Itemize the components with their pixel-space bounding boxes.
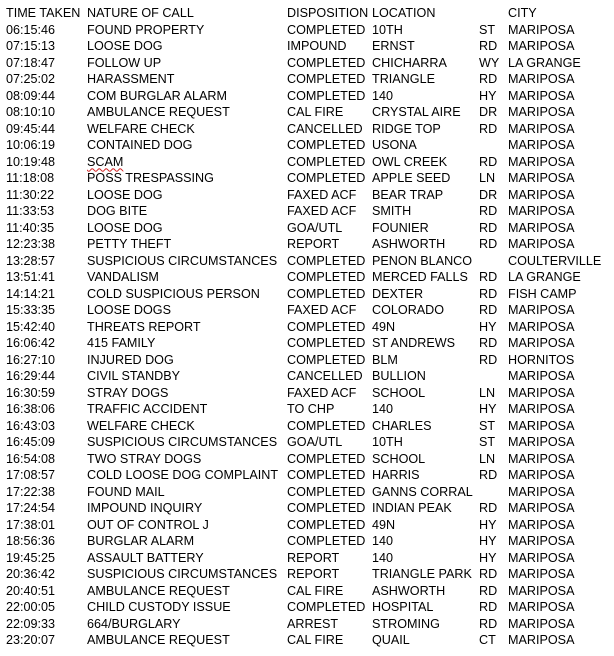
location-cell: SCHOOL bbox=[372, 385, 426, 400]
table-row bbox=[0, 286, 614, 303]
location-cell: FOUNIER bbox=[372, 220, 429, 235]
street-suffix-cell: RD bbox=[479, 220, 498, 235]
location-cell: 140 bbox=[372, 402, 394, 416]
time-cell: 08:10:10 bbox=[6, 105, 56, 119]
nature-cell: ASSAULT BATTERY bbox=[87, 550, 204, 565]
disposition-cell: COMPLETED bbox=[287, 72, 366, 86]
city-cell: MARIPOSA bbox=[508, 303, 575, 317]
table-row bbox=[0, 401, 614, 418]
nature-cell: 664/BURGLARY bbox=[87, 616, 181, 631]
nature-cell: SCAM bbox=[87, 154, 124, 169]
street-suffix-cell: HY bbox=[479, 319, 497, 334]
time-cell: 16:06:42 bbox=[6, 336, 56, 350]
street-suffix-cell: HY bbox=[479, 517, 497, 532]
nature-cell: CONTAINED DOG bbox=[87, 138, 193, 152]
city-cell: MARIPOSA bbox=[508, 22, 575, 37]
disposition-cell: FAXED ACF bbox=[287, 303, 357, 317]
city-cell: COULTERVILLE bbox=[508, 253, 602, 268]
street-suffix-cell: WY bbox=[479, 55, 500, 70]
nature-cell: AMBULANCE REQUEST bbox=[87, 633, 230, 647]
table-row bbox=[0, 121, 614, 138]
time-cell: 16:43:03 bbox=[6, 418, 56, 433]
location-cell: DEXTER bbox=[372, 286, 424, 301]
table-row bbox=[0, 236, 614, 253]
city-cell: MARIPOSA bbox=[508, 418, 575, 433]
disposition-cell: CANCELLED bbox=[287, 121, 363, 136]
city-cell: MARIPOSA bbox=[508, 501, 575, 515]
disposition-cell: COMPLETED bbox=[287, 336, 366, 350]
nature-cell: HARASSMENT bbox=[87, 72, 175, 86]
time-cell: 18:56:36 bbox=[6, 534, 56, 548]
location-cell: CRYSTAL AIRE bbox=[372, 105, 461, 119]
disposition-cell: COMPLETED bbox=[287, 319, 366, 334]
disposition-cell: GOA/UTL bbox=[287, 435, 343, 449]
city-cell: HORNITOS bbox=[508, 352, 575, 367]
location-cell: BULLION bbox=[372, 369, 426, 383]
table-row bbox=[0, 500, 614, 517]
time-cell: 11:33:53 bbox=[6, 204, 55, 218]
location-cell: HARRIS bbox=[372, 468, 420, 482]
street-suffix-cell: LN bbox=[479, 385, 496, 400]
nature-cell: POSS TRESPASSING bbox=[87, 171, 214, 185]
disposition-cell: CAL FIRE bbox=[287, 583, 344, 598]
street-suffix-cell: LN bbox=[479, 171, 496, 185]
disposition-cell: REPORT bbox=[287, 567, 340, 581]
disposition-cell: COMPLETED bbox=[287, 468, 366, 482]
disposition-cell: COMPLETED bbox=[287, 270, 366, 284]
time-cell: 07:15:13 bbox=[6, 39, 56, 53]
time-cell: 13:51:41 bbox=[6, 270, 56, 284]
time-cell: 16:45:09 bbox=[6, 435, 56, 449]
disposition-cell: COMPLETED bbox=[287, 600, 366, 614]
city-cell: MARIPOSA bbox=[508, 121, 575, 136]
street-suffix-cell: RD bbox=[479, 154, 498, 169]
table-row bbox=[0, 38, 614, 55]
location-cell: ERNST bbox=[372, 39, 415, 53]
table-row bbox=[0, 137, 614, 154]
city-cell: MARIPOSA bbox=[508, 105, 575, 119]
city-cell: MARIPOSA bbox=[508, 385, 575, 400]
city-cell: LA GRANGE bbox=[508, 55, 581, 70]
disposition-cell: COMPLETED bbox=[287, 55, 366, 70]
street-suffix-cell: HY bbox=[479, 534, 497, 548]
disposition-cell: COMPLETED bbox=[287, 352, 366, 367]
table-row bbox=[0, 170, 614, 187]
disposition-cell: COMPLETED bbox=[287, 154, 366, 169]
location-cell: 140 bbox=[372, 550, 394, 565]
city-cell: MARIPOSA bbox=[508, 220, 575, 235]
location-cell: GANNS CORRAL bbox=[372, 484, 473, 499]
nature-cell: CIVIL STANDBY bbox=[87, 369, 181, 383]
table-row bbox=[0, 451, 614, 468]
city-cell: MARIPOSA bbox=[508, 319, 575, 334]
street-suffix-cell: RD bbox=[479, 567, 498, 581]
table-row bbox=[0, 467, 614, 484]
disposition-header: DISPOSITION bbox=[287, 6, 369, 20]
time-cell: 16:38:06 bbox=[6, 402, 56, 416]
nature-cell: LOOSE DOGS bbox=[87, 303, 171, 317]
nature-cell: COM BURGLAR ALARM bbox=[87, 88, 227, 103]
nature-cell: BURGLAR ALARM bbox=[87, 534, 195, 548]
disposition-cell: COMPLETED bbox=[287, 451, 366, 466]
table-row bbox=[0, 220, 614, 237]
time-cell: 10:19:48 bbox=[6, 154, 56, 169]
time-cell: 22:00:05 bbox=[6, 600, 56, 614]
table-row bbox=[0, 88, 614, 105]
street-suffix-cell: DR bbox=[479, 187, 498, 202]
table-row bbox=[0, 418, 614, 435]
city-cell: MARIPOSA bbox=[508, 550, 575, 565]
street-suffix-cell: RD bbox=[479, 468, 498, 482]
disposition-cell: COMPLETED bbox=[287, 534, 366, 548]
nature-cell: VANDALISM bbox=[87, 270, 159, 284]
location-cell: 49N bbox=[372, 319, 396, 334]
street-suffix-cell: RD bbox=[479, 39, 498, 53]
location-cell: SMITH bbox=[372, 204, 412, 218]
time-cell: 11:40:35 bbox=[6, 220, 55, 235]
nature-cell: 415 FAMILY bbox=[87, 336, 156, 350]
street-suffix-cell: RD bbox=[479, 303, 498, 317]
street-suffix-cell: RD bbox=[479, 352, 498, 367]
street-suffix-cell: HY bbox=[479, 550, 497, 565]
disposition-cell: FAXED ACF bbox=[287, 385, 357, 400]
street-suffix-cell: RD bbox=[479, 237, 498, 251]
city-cell: MARIPOSA bbox=[508, 336, 575, 350]
disposition-cell: COMPLETED bbox=[287, 88, 366, 103]
nature-cell: LOOSE DOG bbox=[87, 220, 163, 235]
time-cell: 17:24:54 bbox=[6, 501, 56, 515]
nature-cell: AMBULANCE REQUEST bbox=[87, 583, 230, 598]
table-row bbox=[0, 517, 614, 534]
table-row bbox=[0, 22, 614, 39]
location-cell: OWL CREEK bbox=[372, 154, 448, 169]
table-row bbox=[0, 599, 614, 616]
nature-cell: OUT OF CONTROL J bbox=[87, 517, 209, 532]
city-cell: MARIPOSA bbox=[508, 583, 575, 598]
street-suffix-cell: HY bbox=[479, 402, 497, 416]
time-cell: 11:18:08 bbox=[6, 171, 55, 185]
location-cell: ASHWORTH bbox=[372, 583, 446, 598]
location-cell: CHICHARRA bbox=[372, 55, 447, 70]
nature-cell: IMPOUND INQUIRY bbox=[87, 501, 203, 515]
table-row bbox=[0, 434, 614, 451]
location-cell: CHARLES bbox=[372, 418, 432, 433]
location-cell: 10TH bbox=[372, 435, 403, 449]
nature-cell: INJURED DOG bbox=[87, 352, 174, 367]
nature-cell: FOUND MAIL bbox=[87, 484, 165, 499]
street-suffix-cell: LN bbox=[479, 451, 496, 466]
city-cell: MARIPOSA bbox=[508, 600, 575, 614]
table-row bbox=[0, 203, 614, 220]
time-cell: 13:28:57 bbox=[6, 253, 56, 268]
time-cell: 12:23:38 bbox=[6, 237, 56, 251]
time-header: TIME TAKEN bbox=[6, 6, 81, 20]
location-cell: 49N bbox=[372, 517, 396, 532]
disposition-cell: ARREST bbox=[287, 616, 339, 631]
city-cell: MARIPOSA bbox=[508, 468, 575, 482]
time-cell: 09:45:44 bbox=[6, 121, 56, 136]
nature-cell: CHILD CUSTODY ISSUE bbox=[87, 600, 231, 614]
location-cell: HOSPITAL bbox=[372, 600, 434, 614]
city-cell: MARIPOSA bbox=[508, 534, 575, 548]
nature-cell: LOOSE DOG bbox=[87, 39, 163, 53]
location-cell: SCHOOL bbox=[372, 451, 426, 466]
nature-cell: AMBULANCE REQUEST bbox=[87, 105, 230, 119]
nature-cell: PETTY THEFT bbox=[87, 237, 172, 251]
location-cell: APPLE SEED bbox=[372, 171, 451, 185]
city-cell: MARIPOSA bbox=[508, 451, 575, 466]
street-suffix-cell: ST bbox=[479, 435, 496, 449]
disposition-cell: REPORT bbox=[287, 550, 340, 565]
time-cell: 20:40:51 bbox=[6, 583, 56, 598]
city-cell: MARIPOSA bbox=[508, 237, 575, 251]
city-cell: MARIPOSA bbox=[508, 204, 575, 218]
table-row bbox=[0, 583, 614, 600]
street-suffix-cell: ST bbox=[479, 22, 496, 37]
time-cell: 10:06:19 bbox=[6, 138, 56, 152]
disposition-cell: COMPLETED bbox=[287, 418, 366, 433]
city-cell: MARIPOSA bbox=[508, 369, 575, 383]
location-cell: 140 bbox=[372, 88, 394, 103]
street-suffix-cell: RD bbox=[479, 286, 498, 301]
location-cell: ASHWORTH bbox=[372, 237, 446, 251]
time-cell: 22:09:33 bbox=[6, 616, 56, 631]
street-suffix-cell: RD bbox=[479, 121, 498, 136]
time-cell: 08:09:44 bbox=[6, 88, 56, 103]
nature-cell: WELFARE CHECK bbox=[87, 418, 195, 433]
street-suffix-cell: RD bbox=[479, 270, 498, 284]
table-row bbox=[0, 55, 614, 72]
table-row bbox=[0, 71, 614, 88]
street-suffix-cell: RD bbox=[479, 501, 498, 515]
street-suffix-cell: DR bbox=[479, 105, 498, 119]
table-row bbox=[0, 533, 614, 550]
disposition-cell: COMPLETED bbox=[287, 171, 366, 185]
street-suffix-cell: ST bbox=[479, 418, 496, 433]
location-cell: 10TH bbox=[372, 22, 403, 37]
city-cell: MARIPOSA bbox=[508, 39, 575, 53]
nature-cell: STRAY DOGS bbox=[87, 385, 169, 400]
header-row bbox=[0, 5, 614, 22]
table-row bbox=[0, 154, 614, 171]
city-cell: LA GRANGE bbox=[508, 270, 581, 284]
location-cell: MERCED FALLS bbox=[372, 270, 468, 284]
street-suffix-cell: RD bbox=[479, 204, 498, 218]
city-cell: MARIPOSA bbox=[508, 171, 575, 185]
time-cell: 16:27:10 bbox=[6, 352, 56, 367]
street-suffix-cell: HY bbox=[479, 88, 497, 103]
table-row bbox=[0, 368, 614, 385]
disposition-cell: COMPLETED bbox=[287, 253, 366, 268]
table-row bbox=[0, 566, 614, 583]
location-cell: BEAR TRAP bbox=[372, 187, 444, 202]
disposition-cell: COMPLETED bbox=[287, 517, 366, 532]
city-cell: MARIPOSA bbox=[508, 187, 575, 202]
time-cell: 16:29:44 bbox=[6, 369, 56, 383]
disposition-cell: COMPLETED bbox=[287, 286, 366, 301]
nature-cell: SUSPICIOUS CIRCUMSTANCES bbox=[87, 435, 278, 449]
disposition-cell: FAXED ACF bbox=[287, 204, 357, 218]
time-cell: 11:30:22 bbox=[6, 187, 55, 202]
disposition-cell: CANCELLED bbox=[287, 369, 363, 383]
disposition-cell: FAXED ACF bbox=[287, 187, 357, 202]
location-cell: 140 bbox=[372, 534, 394, 548]
nature-cell: SUSPICIOUS CIRCUMSTANCES bbox=[87, 253, 278, 268]
city-cell: MARIPOSA bbox=[508, 72, 575, 86]
time-cell: 15:42:40 bbox=[6, 319, 56, 334]
table-row bbox=[0, 616, 614, 633]
table-row bbox=[0, 632, 614, 649]
table-row bbox=[0, 269, 614, 286]
table-row bbox=[0, 319, 614, 336]
table-row bbox=[0, 484, 614, 501]
table-row bbox=[0, 104, 614, 121]
city-cell: MARIPOSA bbox=[508, 517, 575, 532]
disposition-cell: COMPLETED bbox=[287, 501, 366, 515]
city-cell: MARIPOSA bbox=[508, 138, 575, 152]
location-cell: USONA bbox=[372, 138, 417, 152]
location-cell: PENON BLANCO bbox=[372, 253, 473, 268]
city-cell: MARIPOSA bbox=[508, 154, 575, 169]
table-row bbox=[0, 335, 614, 352]
city-cell: MARIPOSA bbox=[508, 567, 575, 581]
time-cell: 15:33:35 bbox=[6, 303, 56, 317]
city-cell: MARIPOSA bbox=[508, 633, 575, 647]
nature-cell: COLD LOOSE DOG COMPLAINT bbox=[87, 468, 279, 482]
location-cell: QUAIL bbox=[372, 633, 410, 647]
nature-cell: COLD SUSPICIOUS PERSON bbox=[87, 286, 260, 301]
time-cell: 16:54:08 bbox=[6, 451, 56, 466]
time-cell: 07:18:47 bbox=[6, 55, 56, 70]
street-suffix-cell: RD bbox=[479, 583, 498, 598]
nature-cell: TWO STRAY DOGS bbox=[87, 451, 202, 466]
disposition-cell: CAL FIRE bbox=[287, 105, 344, 119]
city-cell: MARIPOSA bbox=[508, 435, 575, 449]
time-cell: 17:38:01 bbox=[6, 517, 56, 532]
time-cell: 07:25:02 bbox=[6, 72, 56, 86]
time-cell: 17:08:57 bbox=[6, 468, 56, 482]
nature-header: NATURE OF CALL bbox=[87, 6, 194, 20]
street-suffix-cell: RD bbox=[479, 600, 498, 614]
nature-cell: LOOSE DOG bbox=[87, 187, 163, 202]
location-header: LOCATION bbox=[372, 6, 436, 20]
location-cell: COLORADO bbox=[372, 303, 445, 317]
location-cell: TRIANGLE PARK bbox=[372, 567, 472, 581]
city-cell: MARIPOSA bbox=[508, 88, 575, 103]
time-cell: 19:45:25 bbox=[6, 550, 56, 565]
table-row bbox=[0, 550, 614, 567]
location-cell: TRIANGLE bbox=[372, 72, 435, 86]
disposition-cell: TO CHP bbox=[287, 402, 335, 416]
time-cell: 20:36:42 bbox=[6, 567, 56, 581]
location-cell: BLM bbox=[372, 352, 398, 367]
disposition-cell: IMPOUND bbox=[287, 39, 347, 53]
city-cell: MARIPOSA bbox=[508, 402, 575, 416]
table-row bbox=[0, 352, 614, 369]
disposition-cell: COMPLETED bbox=[287, 484, 366, 499]
nature-cell: TRAFFIC ACCIDENT bbox=[87, 402, 208, 416]
disposition-cell: GOA/UTL bbox=[287, 220, 343, 235]
time-cell: 16:30:59 bbox=[6, 385, 56, 400]
time-cell: 17:22:38 bbox=[6, 484, 56, 499]
disposition-cell: COMPLETED bbox=[287, 138, 366, 152]
table-row bbox=[0, 187, 614, 204]
street-suffix-cell: RD bbox=[479, 336, 498, 350]
nature-cell: DOG BITE bbox=[87, 204, 148, 218]
time-cell: 14:14:21 bbox=[6, 286, 56, 301]
table-row bbox=[0, 385, 614, 402]
location-cell: ST ANDREWS bbox=[372, 336, 456, 350]
table-row bbox=[0, 253, 614, 270]
disposition-cell: COMPLETED bbox=[287, 22, 366, 37]
city-cell: MARIPOSA bbox=[508, 484, 575, 499]
location-cell: STROMING bbox=[372, 616, 440, 631]
nature-cell: FOLLOW UP bbox=[87, 55, 162, 70]
nature-cell: SUSPICIOUS CIRCUMSTANCES bbox=[87, 567, 278, 581]
city-cell: MARIPOSA bbox=[508, 616, 575, 631]
nature-cell: FOUND PROPERTY bbox=[87, 22, 205, 37]
street-suffix-cell: RD bbox=[479, 616, 498, 631]
disposition-cell: CAL FIRE bbox=[287, 633, 344, 647]
time-cell: 23:20:07 bbox=[6, 633, 56, 647]
street-suffix-cell: CT bbox=[479, 633, 496, 647]
table-row bbox=[0, 302, 614, 319]
nature-cell: THREATS REPORT bbox=[87, 319, 201, 334]
location-cell: RIDGE TOP bbox=[372, 121, 441, 136]
location-cell: INDIAN PEAK bbox=[372, 501, 452, 515]
disposition-cell: REPORT bbox=[287, 237, 340, 251]
street-suffix-cell: RD bbox=[479, 72, 498, 86]
city-header: CITY bbox=[508, 6, 537, 20]
nature-cell: WELFARE CHECK bbox=[87, 121, 195, 136]
time-cell: 06:15:46 bbox=[6, 22, 56, 37]
city-cell: FISH CAMP bbox=[508, 286, 577, 301]
